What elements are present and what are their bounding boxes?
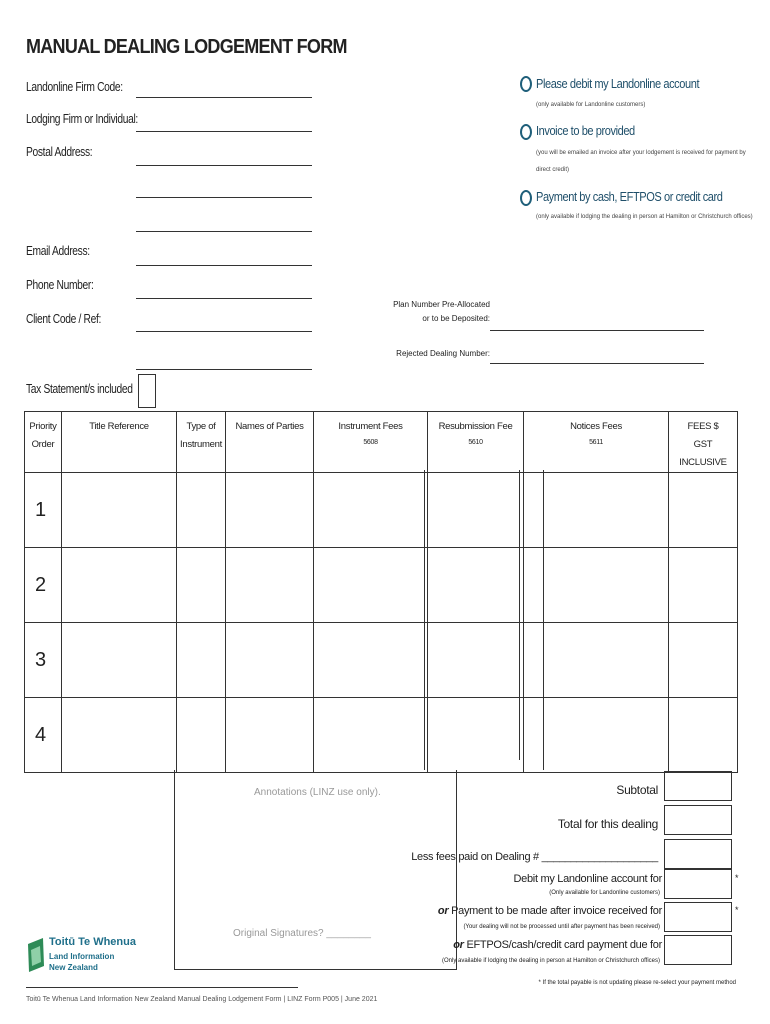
debit-total-box[interactable] — [664, 869, 732, 899]
notices-header: Notices Fees 5611 — [524, 412, 669, 473]
instrument-fee-cell[interactable] — [314, 473, 428, 548]
postal-field-3[interactable] — [136, 231, 312, 232]
lodging-field[interactable] — [136, 131, 312, 132]
debit-option-note: (only available for Landonline customers) — [536, 102, 646, 108]
debit-asterisk: * — [735, 873, 739, 883]
rejected-label: Rejected Dealing Number: — [396, 349, 490, 358]
row-number: 1 — [25, 473, 62, 548]
resub-fee-cell[interactable] — [428, 698, 524, 773]
title-ref-header: Title Reference — [62, 412, 177, 473]
names-cell[interactable] — [226, 623, 314, 698]
extra-field[interactable] — [136, 369, 312, 370]
plan-number-field[interactable] — [490, 330, 704, 331]
tax-label: Tax Statement/s included — [26, 382, 133, 396]
fees-cell[interactable] — [669, 698, 738, 773]
eftpos-total-box[interactable] — [664, 935, 732, 965]
phone-field[interactable] — [136, 298, 312, 299]
names-cell[interactable] — [226, 698, 314, 773]
postal-label: Postal Address: — [26, 145, 93, 159]
logo-line2: Land Information — [49, 952, 115, 961]
names-cell[interactable] — [226, 473, 314, 548]
instrument-fee-cell[interactable] — [314, 623, 428, 698]
less-fees-label: Less fees paid on Dealing # ____________________ — [411, 851, 658, 863]
debit-total-label: Debit my Landonline account for — [513, 873, 662, 885]
notices-fee-cell[interactable] — [524, 698, 669, 773]
names-header: Names of Parties — [226, 412, 314, 473]
title-ref-cell[interactable] — [62, 698, 177, 773]
cash-option-note: (only available if lodging the dealing in person at Hamilton or Christchurch offices) — [536, 214, 753, 220]
linz-logo — [26, 934, 136, 979]
resub-fee-cell[interactable] — [428, 473, 524, 548]
resub-divider — [519, 470, 520, 760]
invoice-radio[interactable] — [520, 124, 532, 140]
debit-radio[interactable] — [520, 76, 532, 92]
dealing-table — [24, 411, 738, 773]
logo-icon — [26, 936, 46, 974]
postal-field-2[interactable] — [136, 197, 312, 198]
footer-text: Toitū Te Whenua Land Information New Zealand Manual Dealing Lodgement Form | LINZ Form P005 | June 2021 — [26, 996, 378, 1003]
title-ref-cell[interactable] — [62, 473, 177, 548]
email-field[interactable] — [136, 265, 312, 266]
eftpos-total-label: or EFTPOS/cash/credit card payment due for — [453, 939, 662, 951]
less-fees-box[interactable] — [664, 839, 732, 869]
phone-label: Phone Number: — [26, 278, 94, 292]
fees-cell[interactable] — [669, 623, 738, 698]
invoice-total-label: or Payment to be made after invoice received for — [437, 905, 662, 917]
title-ref-cell[interactable] — [62, 623, 177, 698]
email-label: Email Address: — [26, 244, 90, 258]
cash-option-label: Payment by cash, EFTPOS or credit card — [536, 189, 723, 204]
invoice-total-note: (Your dealing will not be processed until after payment has been received) — [463, 924, 660, 930]
rejected-field[interactable] — [490, 363, 704, 364]
instrument-fees-header: Instrument Fees 5608 — [314, 412, 428, 473]
invoice-option-note-2: direct credit) — [536, 167, 570, 173]
names-cell[interactable] — [226, 548, 314, 623]
logo-name: Toitū Te Whenua — [49, 936, 136, 948]
notices-fee-cell[interactable] — [524, 473, 669, 548]
notices-fee-cell[interactable] — [524, 548, 669, 623]
table-row — [25, 698, 738, 773]
subtotal-label: Subtotal — [616, 783, 658, 797]
type-cell[interactable] — [177, 548, 226, 623]
table-row — [25, 473, 738, 548]
total-box[interactable] — [664, 805, 732, 835]
invoice-option-label: Invoice to be provided — [536, 123, 635, 138]
cash-radio[interactable] — [520, 190, 532, 206]
form-title: MANUAL DEALING LODGEMENT FORM — [26, 36, 347, 58]
type-cell[interactable] — [177, 698, 226, 773]
type-cell[interactable] — [177, 623, 226, 698]
fees-header: FEES $ GST INCLUSIVE — [669, 412, 738, 473]
invoice-option-note: (you will be emailed an invoice after your lodgement is received for payment by — [536, 150, 746, 156]
total-label: Total for this dealing — [557, 817, 658, 831]
resub-header: Resubmission Fee 5610 — [428, 412, 524, 473]
invoice-asterisk: * — [735, 905, 739, 915]
notices-divider — [543, 470, 544, 770]
annotations-box — [174, 770, 457, 970]
notices-fee-cell[interactable] — [524, 623, 669, 698]
table-row — [25, 623, 738, 698]
row-number: 3 — [25, 623, 62, 698]
resub-fee-cell[interactable] — [428, 623, 524, 698]
fees-cell[interactable] — [669, 548, 738, 623]
resub-fee-cell[interactable] — [428, 548, 524, 623]
footer-rule — [26, 987, 298, 988]
annotations-label: Annotations (LINZ use only). — [254, 787, 381, 798]
title-ref-cell[interactable] — [62, 548, 177, 623]
instrument-divider — [424, 470, 425, 770]
signatures-label: Original Signatures? ________ — [233, 928, 371, 939]
eftpos-total-note: (Only available if lodging the dealing in person at Hamilton or Christchurch offices) — [441, 958, 660, 964]
subtotal-box[interactable] — [664, 771, 732, 801]
lodging-label: Lodging Firm or Individual: — [26, 112, 138, 126]
type-cell[interactable] — [177, 473, 226, 548]
tax-checkbox[interactable] — [138, 374, 156, 408]
instrument-fee-cell[interactable] — [314, 698, 428, 773]
debit-total-note: (Only available for Landonline customers) — [549, 890, 660, 896]
firm-code-field[interactable] — [136, 97, 312, 98]
logo-line3: New Zealand — [49, 963, 98, 972]
debit-option-label: Please debit my Landonline account — [536, 76, 700, 91]
firm-code-label: Landonline Firm Code: — [26, 80, 123, 94]
instrument-fee-cell[interactable] — [314, 548, 428, 623]
postal-field-1[interactable] — [136, 165, 312, 166]
row-number: 2 — [25, 548, 62, 623]
client-label: Client Code / Ref: — [26, 312, 102, 326]
footnote: * If the total payable is not updating please re-select your payment method — [538, 980, 736, 986]
client-field[interactable] — [136, 331, 312, 332]
table-row — [25, 548, 738, 623]
plan-number-label: Plan Number Pre-Allocated or to be Deposited: — [393, 300, 490, 323]
row-number: 4 — [25, 698, 62, 773]
invoice-total-box[interactable] — [664, 902, 732, 932]
fees-cell[interactable] — [669, 473, 738, 548]
priority-header: Priority Order — [25, 412, 62, 473]
type-header: Type of Instrument — [177, 412, 226, 473]
